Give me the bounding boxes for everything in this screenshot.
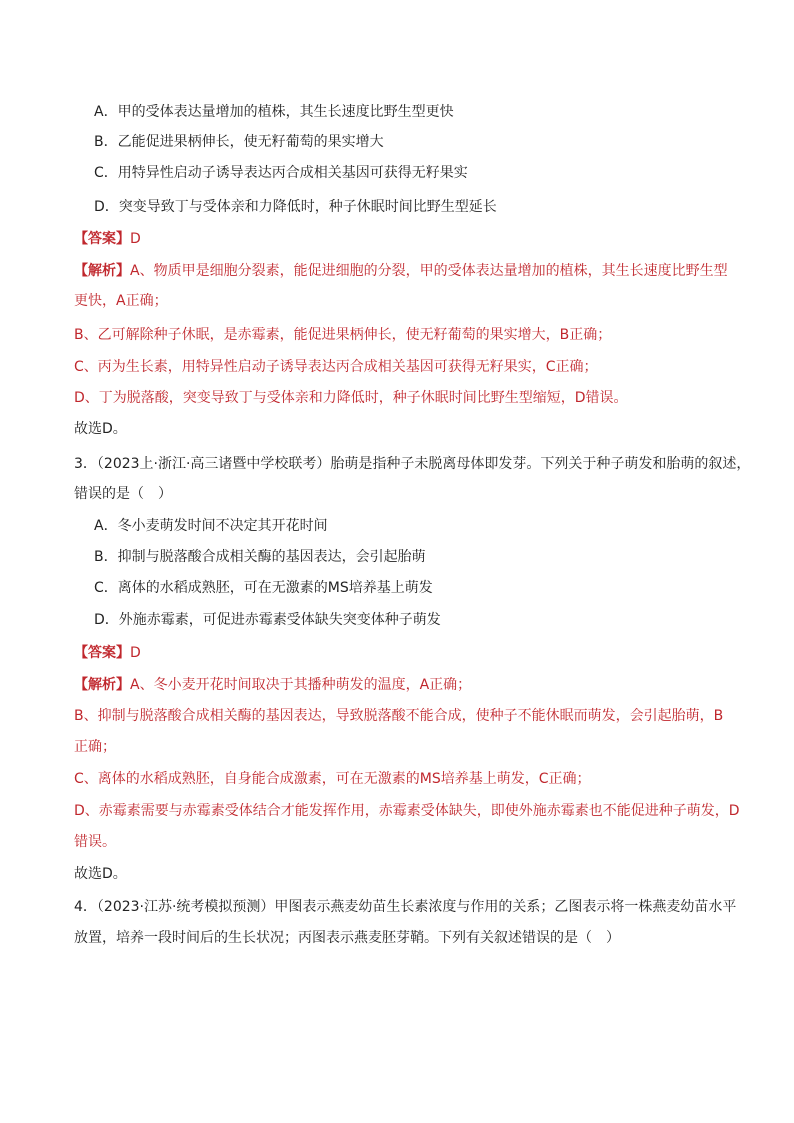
q3-option-c: C．离体的水稻成熟胚，可在无激素的MS培养基上萌发	[94, 580, 433, 596]
q3-analysis-line: C、离体的水稻成熟胚，自身能合成激素，可在无激素的MS培养基上萌发，C正确；	[74, 771, 591, 787]
analysis-label: 【解析】	[74, 677, 130, 693]
q2-option-d: D．突变导致丁与受体亲和力降低时，种子休眠时间比野生型延长	[94, 199, 497, 215]
q2-analysis-line: D、丁为脱落酸，突变导致丁与受体亲和力降低时，种子休眠时间比野生型缩短，D错误。	[74, 390, 628, 406]
q3-analysis-line: 【解析】A、冬小麦开花时间取决于其播种萌发的温度，A正确；	[74, 677, 472, 693]
q3-analysis-line: 正确；	[74, 739, 116, 755]
answer-label: 【答案】	[74, 645, 130, 661]
answer-label: 【答案】	[74, 231, 130, 247]
q3-analysis-line: D、赤霉素需要与赤霉素受体结合才能发挥作用，赤霉素受体缺失，即使外施赤霉素也不能促进种子萌发，D	[74, 803, 740, 819]
q3-stem: 错误的是（ ）	[74, 486, 172, 502]
q3-option-a: A．冬小麦萌发时间不决定其开花时间	[94, 518, 328, 534]
q4-stem: 放置，培养一段时间后的生长状况；丙图表示燕麦胚芽鞘。下列有关叙述错误的是（ ）	[74, 930, 620, 946]
q2-answer	[74, 229, 141, 249]
q3-stem: 3．（2023上·浙江·高三诸暨中学校联考）胎萌是指种子未脱离母体即发芽。下列关于种子萌发和胎萌的叙述，	[74, 456, 751, 472]
q2-option-c: C．用特异性启动子诱导表达丙合成相关基因可获得无籽果实	[94, 165, 468, 181]
analysis-label: 【解析】	[74, 263, 130, 279]
answer-value: D	[130, 231, 141, 247]
q3-answer	[74, 643, 141, 663]
q4-stem: 4．（2023·江苏·统考模拟预测）甲图表示燕麦幼苗生长素浓度与作用的关系；乙图表示将一株燕麦幼苗水平	[74, 899, 737, 915]
q2-analysis-line: B、乙可解除种子休眠，是赤霉素，能促进果柄伸长，使无籽葡萄的果实增大，B正确；	[74, 327, 612, 343]
q2-analysis-line: 更快，A正确；	[74, 293, 168, 309]
q2-analysis-line: C、丙为生长素，用特异性启动子诱导表达丙合成相关基因可获得无籽果实，C正确；	[74, 359, 598, 375]
q2-analysis-line: 【解析】A、物质甲是细胞分裂素，能促进细胞的分裂，甲的受体表达量增加的植株，其生长速度比野生型	[74, 263, 728, 279]
answer-value: D	[130, 645, 141, 661]
q3-option-b: B．抑制与脱落酸合成相关酶的基因表达，会引起胎萌	[94, 549, 426, 565]
q3-analysis-line: 错误。	[74, 834, 116, 850]
q2-option-b: B．乙能促进果柄伸长，使无籽葡萄的果实增大	[94, 134, 384, 150]
q2-conclusion: 故选D。	[74, 421, 127, 437]
q3-analysis-line: B、抑制与脱落酸合成相关酶的基因表达，导致脱落酸不能合成，使种子不能休眠而萌发，会引起胎萌，B	[74, 708, 724, 724]
q2-option-a: A．甲的受体表达量增加的植株，其生长速度比野生型更快	[94, 104, 454, 120]
q3-conclusion: 故选D。	[74, 866, 127, 882]
q3-option-d: D．外施赤霉素，可促进赤霉素受体缺失突变体种子萌发	[94, 612, 441, 628]
